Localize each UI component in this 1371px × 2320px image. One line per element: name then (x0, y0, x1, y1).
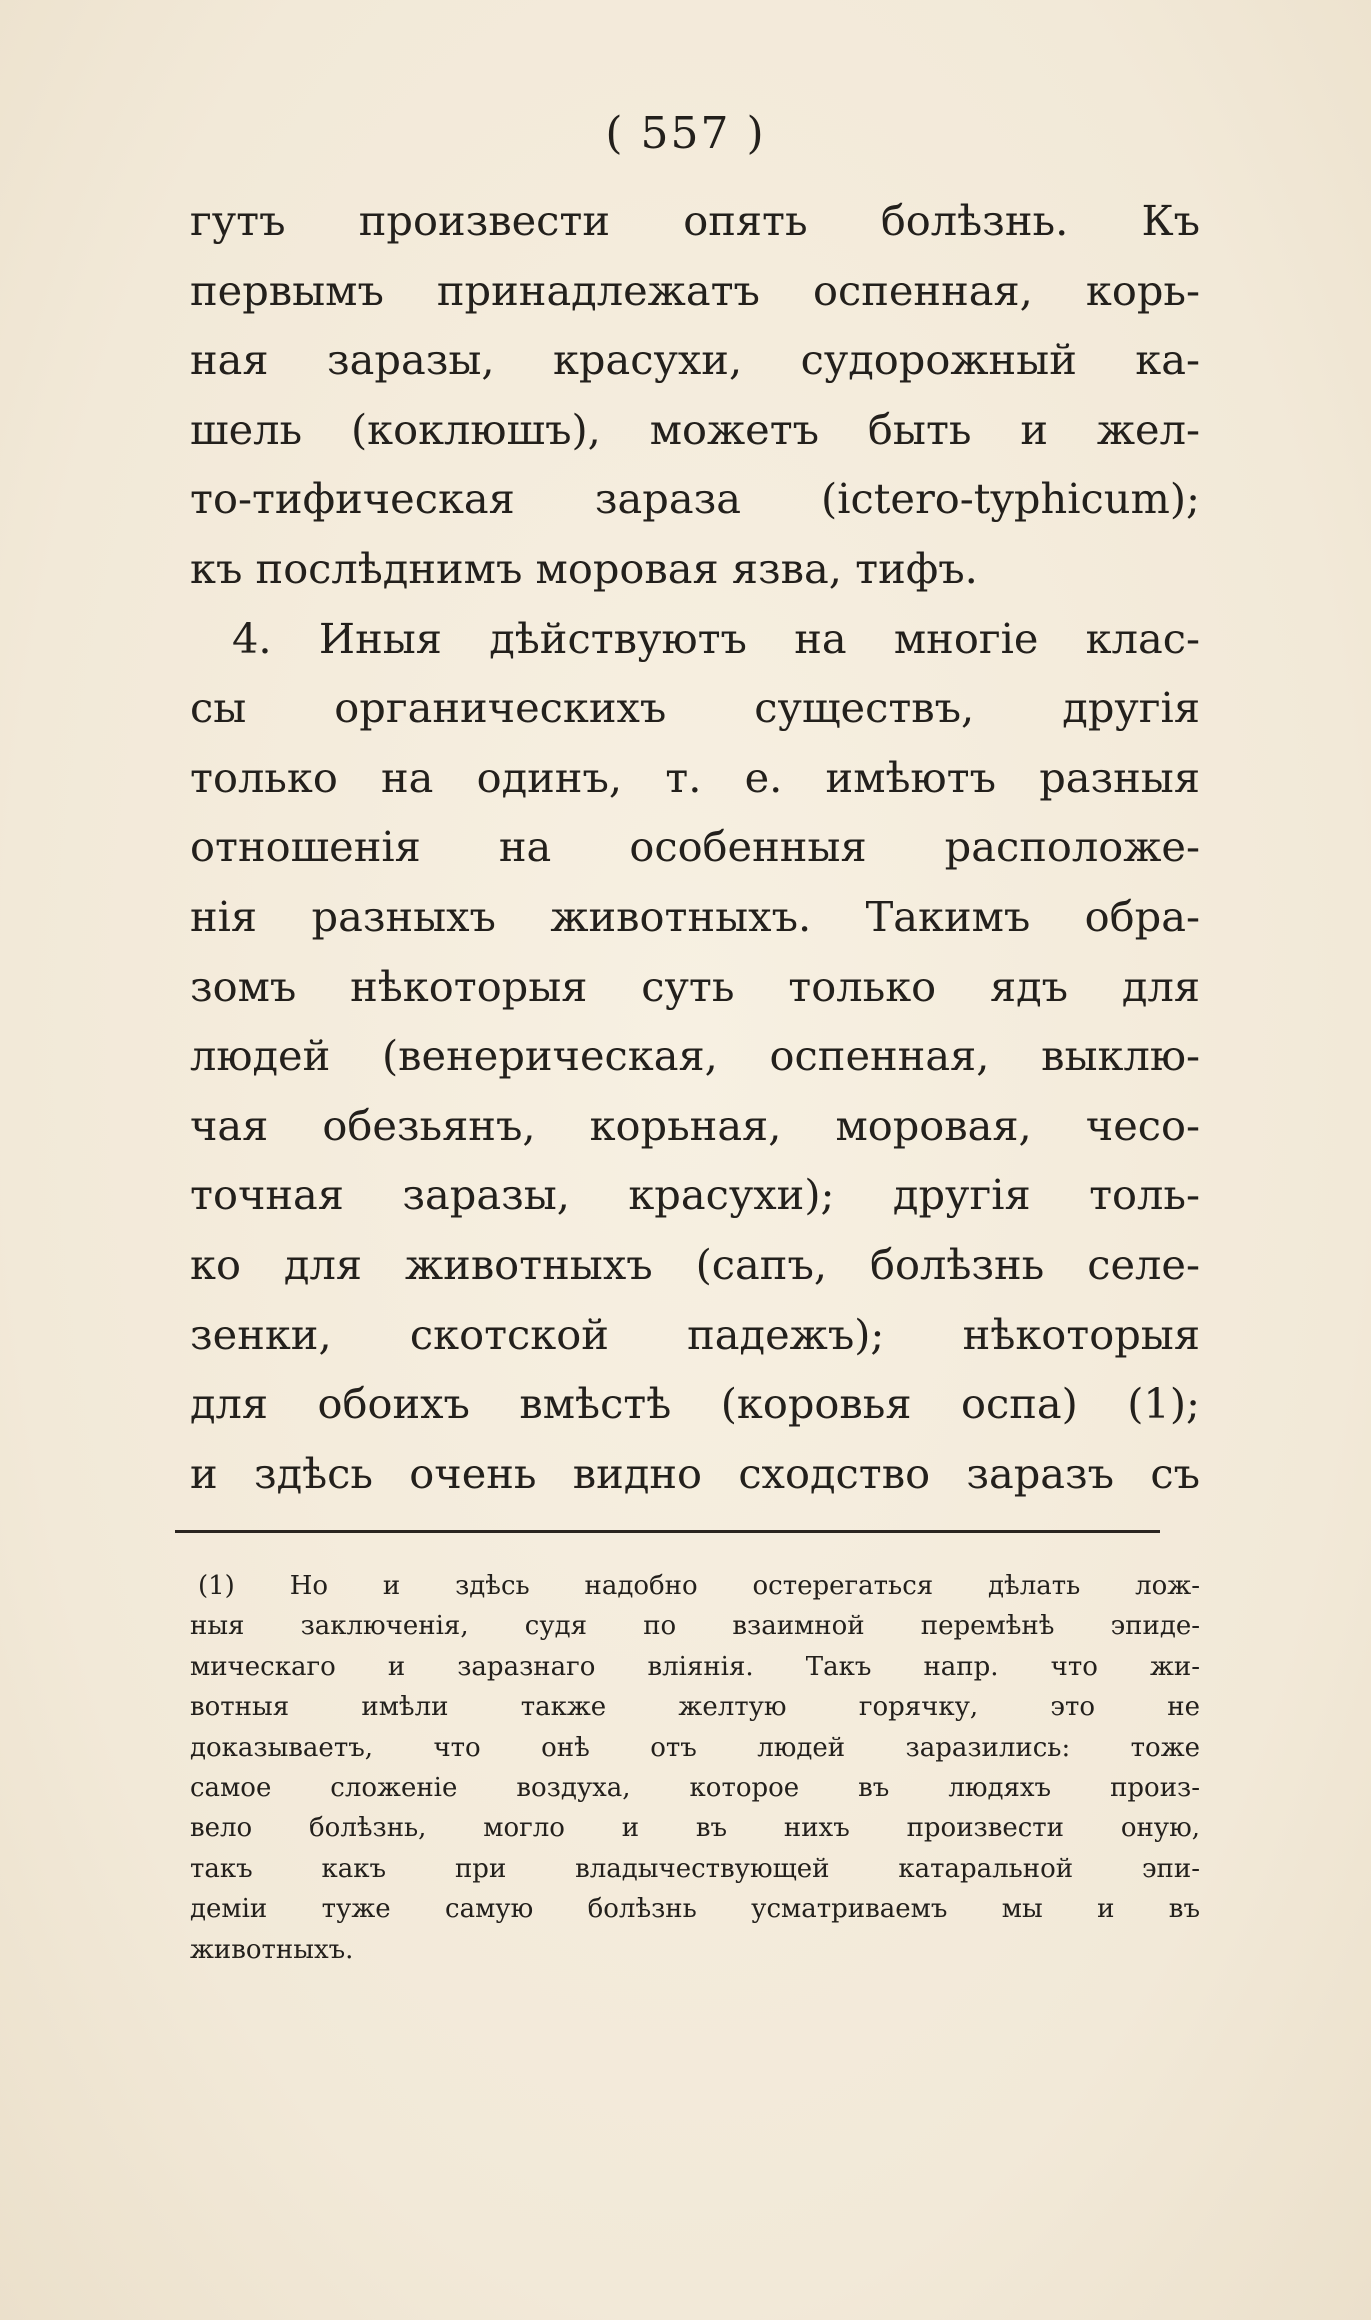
text-line: для обоихъ вмѣстѣ (коровья оспа) (1); (190, 1379, 1200, 1429)
text-line: нія разныхъ животныхъ. Такимъ обра- (190, 891, 1200, 941)
text-line: зомъ нѣкоторыя суть только ядъ для (190, 961, 1200, 1011)
footnote-line: такъ какъ при владычествующей катаральной эпи- (190, 1853, 1200, 1884)
text-line: чая обезьянъ, корьная, моровая, чесо- (190, 1100, 1200, 1150)
footnote-line: деміи туже самую болѣзнь усматриваемъ мы и въ (190, 1894, 1200, 1925)
footnote-line: ныя заключенія, судя по взаимной перемѣнѣ эпиде- (190, 1611, 1200, 1642)
page-number: ( 557 ) (605, 108, 766, 159)
footnote-line: (1) Но и здѣсь надобно остерегаться дѣлать лож- (198, 1571, 1200, 1601)
text-line: ко для животныхъ (сапъ, болѣзнь селе- (190, 1239, 1200, 1289)
footnote-line: доказываетъ, что онѣ отъ людей заразились: тоже (190, 1732, 1200, 1763)
footnote-line: мическаго и заразнаго вліянія. Такъ напр. что жи- (190, 1651, 1200, 1682)
text-line: шель (коклюшъ), можетъ быть и жел- (190, 404, 1200, 454)
footnote-line: самое сложеніе воздуха, которое въ людяхъ произ- (190, 1773, 1200, 1804)
text-line: людей (венерическая, оспенная, выклю- (190, 1031, 1200, 1081)
text-line: первымъ принадлежатъ оспенная, корь- (190, 265, 1200, 315)
text-line: точная заразы, красухи); другія толь- (190, 1170, 1200, 1220)
text-line: и здѣсь очень видно сходство заразъ съ (190, 1448, 1200, 1498)
text-line: то-тифическая зараза (ictero-typhicum); (190, 474, 1200, 524)
footnote-line: вотныя имѣли также желтую горячку, это не (190, 1692, 1200, 1723)
text-line: къ послѣднимъ моровая язва, тифъ. (190, 543, 978, 593)
footnote-block (190, 1566, 1200, 1970)
text-line: ная заразы, красухи, судорожный ка- (190, 335, 1200, 385)
footnote-divider (175, 1530, 1160, 1533)
text-line: сы органическихъ существъ, другія (190, 683, 1200, 733)
footnote-line: животныхъ. (190, 1934, 354, 1965)
paragraph-start-line: 4. Иныя дѣйствуютъ на многіе клас- (232, 613, 1200, 663)
text-line: зенки, скотской падежъ); нѣкоторыя (190, 1309, 1200, 1359)
main-text-block (190, 186, 1200, 1508)
text-line: только на одинъ, т. е. имѣютъ разныя (190, 752, 1200, 802)
text-line: отношенія на особенныя расположе- (190, 822, 1200, 872)
footnote-line: вело болѣзнь, могло и въ нихъ произвести оную, (190, 1813, 1200, 1844)
text-line: гутъ произвести опять болѣзнь. Къ (190, 196, 1200, 245)
